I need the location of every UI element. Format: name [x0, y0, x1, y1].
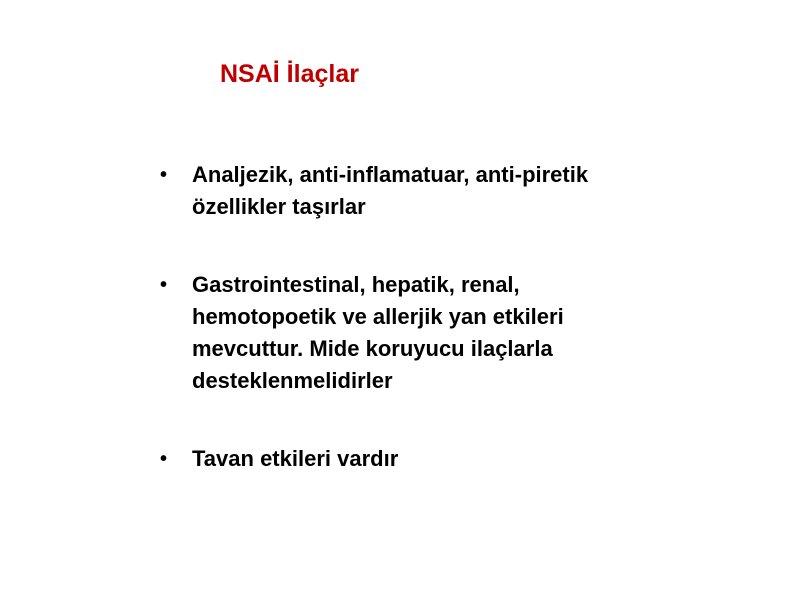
slide-title: NSAİ İlaçlar	[220, 60, 359, 88]
bullet-dot-icon: •	[160, 274, 168, 296]
bullet-text-line: desteklenmelidirler	[192, 368, 393, 393]
bullet-item-ceiling-effect	[160, 443, 720, 475]
bullet-text-line: hemotopoetik ve allerjik yan etkileri	[192, 304, 564, 329]
bullet-item-analgesic	[160, 159, 720, 223]
bullet-dot-icon: •	[160, 448, 168, 470]
bullet-text-line: Analjezik, anti-inflamatuar, anti-piretik	[192, 162, 589, 187]
bullet-list	[160, 159, 720, 475]
bullet-text-line: Tavan etkileri vardır	[192, 446, 399, 471]
bullet-text-line: özellikler taşırlar	[192, 194, 366, 219]
bullet-text-line: mevcuttur. Mide koruyucu ilaçlarla	[192, 336, 553, 361]
bullet-text-line: Gastrointestinal, hepatik, renal,	[192, 272, 520, 297]
bullet-dot-icon: •	[160, 164, 168, 186]
bullet-item-side-effects	[160, 269, 720, 397]
